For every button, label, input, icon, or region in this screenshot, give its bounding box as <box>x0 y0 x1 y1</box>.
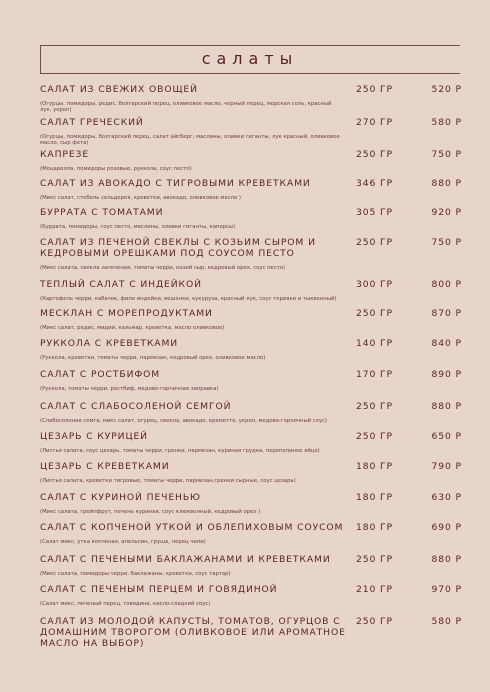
item-price: 750 Р <box>431 237 462 248</box>
item-price: 520 Р <box>431 84 462 95</box>
item-name: ЦЕЗАРЬ С КУРИЦЕЙ <box>40 431 148 442</box>
item-description: (Листья салата, соус цезарь, томаты черри, гренки, пармезан, куриная грудка, перепелиное яйцо) <box>40 448 320 454</box>
item-price: 840 Р <box>431 338 462 349</box>
item-description: (Руккола, креветки, томаты черри, пармезан, кедровый орех, оливковое масло) <box>40 355 266 361</box>
item-description: (Микс салата, помидоры черри, баклажаны, креветки, соус тартар) <box>40 571 231 577</box>
item-name: КАПРЕЗЕ <box>40 149 90 160</box>
item-description: (Салат микс, печеный перец, говядина, кисло-сладкий соус) <box>40 601 211 607</box>
item-weight: 250 ГР <box>356 616 393 627</box>
item-name: САЛАТ С ПЕЧЕНЫМ ПЕРЦЕМ И ГОВЯДИНОЙ <box>40 584 278 595</box>
menu-item <box>40 237 460 279</box>
item-weight: 270 ГР <box>356 117 393 128</box>
item-name: САЛАТ ГРЕЧЕСКИЙ <box>40 117 144 128</box>
item-name: РУККОЛА С КРЕВЕТКАМИ <box>40 338 179 349</box>
item-price: 880 Р <box>431 401 462 412</box>
menu-item <box>40 369 460 401</box>
item-price: 880 Р <box>431 178 462 189</box>
item-weight: 180 ГР <box>356 492 393 503</box>
item-description: (Микс салат, стебель сельдерея, креветки, авокадо, оливковое масло ) <box>40 195 241 201</box>
item-name: САЛАТ ИЗ СВЕЖИХ ОВОЩЕЙ <box>40 84 198 95</box>
menu-item <box>40 401 460 431</box>
item-weight: 250 ГР <box>356 401 393 412</box>
menu-item <box>40 616 460 656</box>
item-weight: 170 ГР <box>356 369 393 380</box>
item-name: МЕСКЛАН С МОРЕПРОДУКТАМИ <box>40 308 213 319</box>
item-weight: 210 ГР <box>356 584 393 595</box>
menu-item <box>40 279 460 308</box>
item-name: САЛАТ С ПЕЧЕНЫМИ БАКЛАЖАНАМИ И КРЕВЕТКАМИ <box>40 554 331 565</box>
item-name: ТЕПЛЫЙ САЛАТ С ИНДЕЙКОЙ <box>40 279 202 290</box>
item-weight: 180 ГР <box>356 522 393 533</box>
item-description: (Микс салата, свекла запеченая, томаты черри, козий сыр, кедровый орех, соус песто) <box>40 265 286 271</box>
item-weight: 250 ГР <box>356 308 393 319</box>
item-name: САЛАТ ИЗ ПЕЧЕНОЙ СВЕКЛЫ С КОЗЬИМ СЫРОМ И КЕДРОВЫМИ ОРЕШКАМИ ПОД СОУСОМ ПЕСТО <box>40 237 316 259</box>
menu-item <box>40 492 460 522</box>
item-description: (Моцарелла, помидоры розовые, руккола, соус песто) <box>40 166 192 172</box>
item-description: (Огурцы, помидоры, болгарский перец, салат айсберг, маслины, оливки гиганты, лук красный, оливковое масло, сыр фета) <box>40 134 340 147</box>
item-weight: 300 ГР <box>356 279 393 290</box>
item-price: 870 Р <box>431 308 462 319</box>
menu-item <box>40 461 460 492</box>
item-price: 890 Р <box>431 369 462 380</box>
menu-item <box>40 338 460 369</box>
item-price: 790 Р <box>431 461 462 472</box>
item-description: (Картофель черри, кабачок, филе индейки, вешенки, кукуруза, красный лук, соус терияки и тыквенный) <box>40 296 337 302</box>
item-description: (Буррата, помидоры, соус песто, маслины, оливки гиганты, каперсы) <box>40 224 236 230</box>
item-weight: 140 ГР <box>356 338 393 349</box>
item-description: (Микс салат, редис, мидии, кальмар, креветка, масло оливковое) <box>40 325 225 331</box>
item-weight: 250 ГР <box>356 84 393 95</box>
item-description: (Слабосоленая семга, микс салат, огурец, свекла, авокадо, креметто, укроп, медово-горчичный соус) <box>40 418 328 424</box>
item-name: САЛАТ ИЗ МОЛОДОЙ КАПУСТЫ, ТОМАТОВ, ОГУРЦОВ С ДОМАШНИМ ТВОРОГОМ (ОЛИВКОВОЕ ИЛИ АРОМАТНОЕ МАСЛО НА ВЫБОР) <box>40 616 346 649</box>
menu-item <box>40 149 460 178</box>
item-price: 750 Р <box>431 149 462 160</box>
item-name: САЛАТ ИЗ АВОКАДО С ТИГРОВЫМИ КРЕВЕТКАМИ <box>40 178 311 189</box>
menu-item <box>40 554 460 584</box>
menu-item <box>40 117 460 149</box>
item-description: (Огурцы, помидоры, редис, болгарский перец, оливковое масло, черный перец, морская соль, красный лук, укроп) <box>40 101 332 114</box>
item-weight: 250 ГР <box>356 149 393 160</box>
menu-item <box>40 584 460 616</box>
item-price: 580 Р <box>431 616 462 627</box>
menu-item <box>40 522 460 554</box>
page-title: салаты <box>201 49 299 68</box>
item-price: 800 Р <box>431 279 462 290</box>
item-price: 920 Р <box>431 207 462 218</box>
item-price: 970 Р <box>431 584 462 595</box>
item-description: (Руккола, томаты черри, ростбиф, медово-горчичная заправка) <box>40 386 219 392</box>
item-price: 580 Р <box>431 117 462 128</box>
item-name: ЦЕЗАРЬ С КРЕВЕТКАМИ <box>40 461 170 472</box>
item-name: САЛАТ С РОСТБИФОМ <box>40 369 161 380</box>
item-weight: 250 ГР <box>356 237 393 248</box>
item-description: (Салат микс, утка копченая, апельсин, груша, перец чили) <box>40 539 206 545</box>
item-price: 650 Р <box>431 431 462 442</box>
item-price: 690 Р <box>431 522 462 533</box>
item-price: 630 Р <box>431 492 462 503</box>
menu-item <box>40 207 460 237</box>
item-weight: 250 ГР <box>356 431 393 442</box>
item-weight: 250 ГР <box>356 554 393 565</box>
item-name: САЛАТ С КУРИНОЙ ПЕЧЕНЬЮ <box>40 492 201 503</box>
item-description: (Микс салата, грейпфрут, печень куриная, соус клюквенный, кедровый орех ) <box>40 509 261 515</box>
item-weight: 305 ГР <box>356 207 393 218</box>
menu-item <box>40 84 460 117</box>
menu-item <box>40 431 460 461</box>
item-name: САЛАТ С КОПЧЕНОЙ УТКОЙ И ОБЛЕПИХОВЫМ СОУСОМ <box>40 522 344 533</box>
item-description: (Листья салата, креветки тигровые, томаты черри, пармезан,гренки сырные, соус цезарь) <box>40 478 296 484</box>
item-price: 880 Р <box>431 554 462 565</box>
item-name: БУРРАТА С ТОМАТАМИ <box>40 207 164 218</box>
menu-list <box>40 84 460 656</box>
menu-item <box>40 308 460 338</box>
item-weight: 180 ГР <box>356 461 393 472</box>
item-weight: 346 ГР <box>356 178 393 189</box>
menu-item <box>40 178 460 207</box>
item-name: САЛАТ С СЛАБОСОЛЕНОЙ СЕМГОЙ <box>40 401 232 412</box>
